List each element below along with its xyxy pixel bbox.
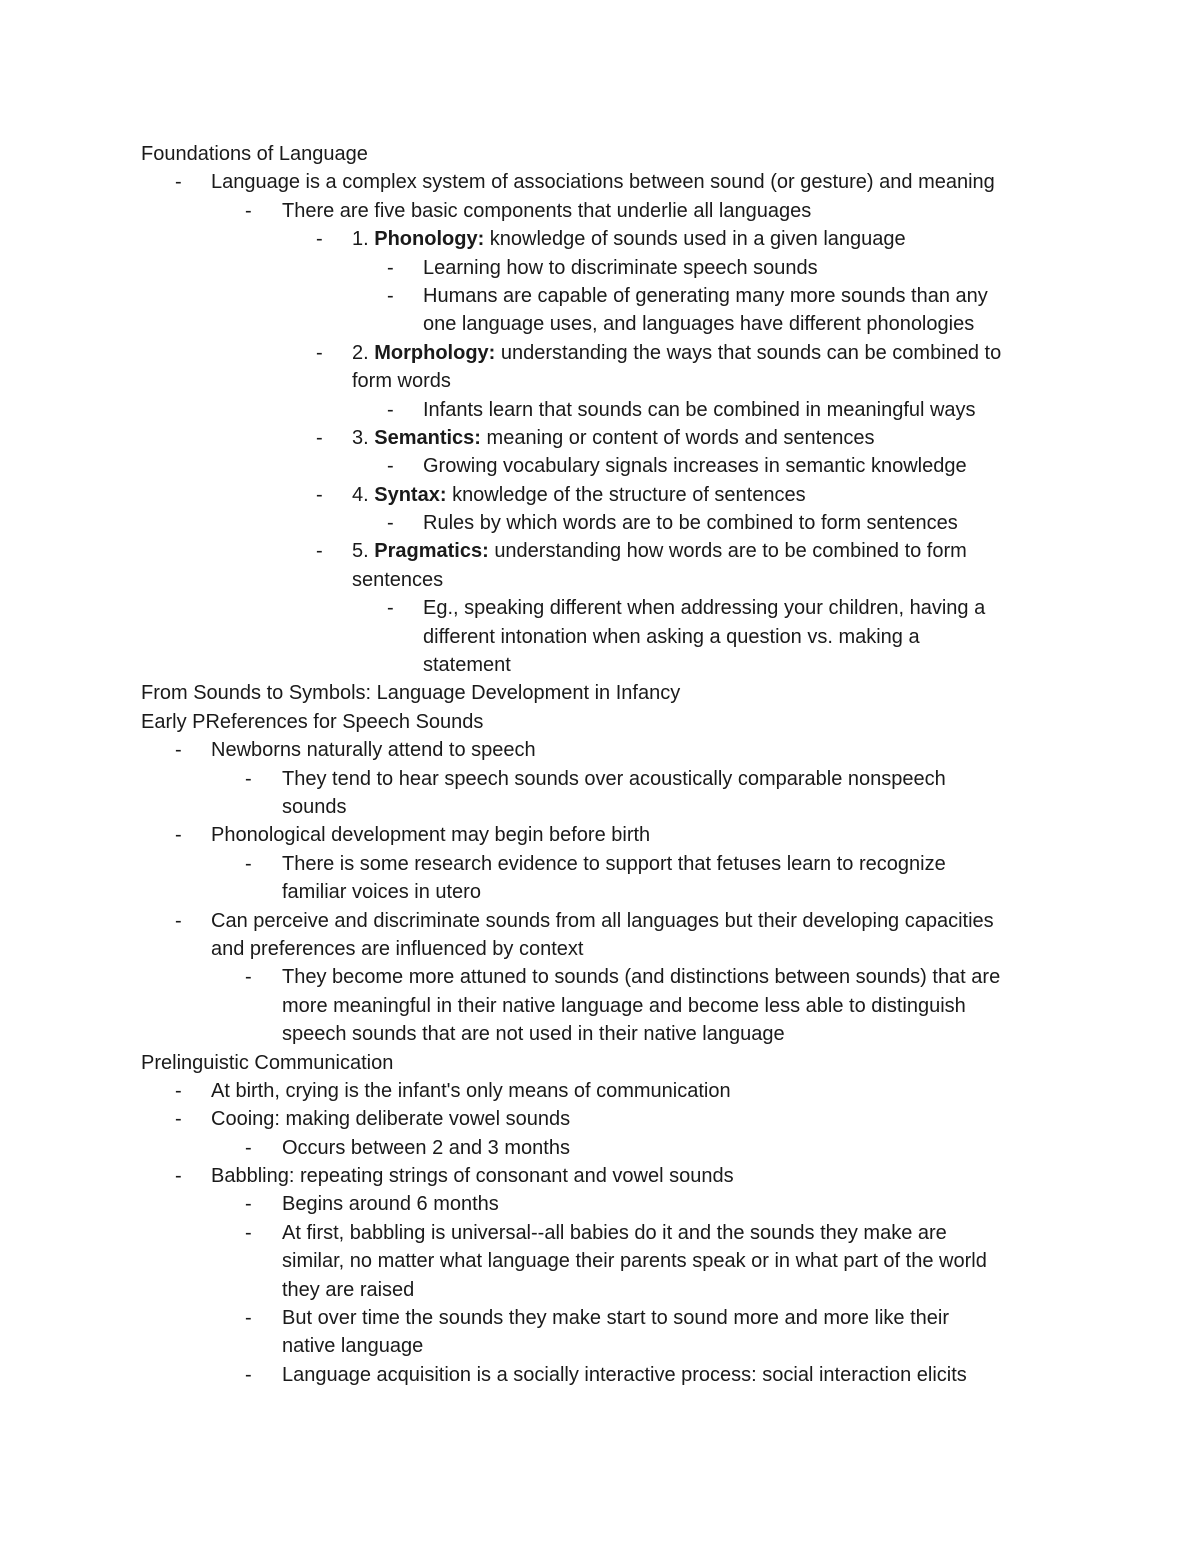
component-definition: understanding the ways that sounds can be combined to xyxy=(500,341,1002,364)
bullet-dash: - xyxy=(316,228,323,251)
list-item-text: similar, no matter what language their parents speak or in what part of the world xyxy=(282,1250,987,1273)
bullet-dash: - xyxy=(245,1221,252,1244)
list-item-text: and preferences are influenced by context xyxy=(211,937,584,960)
bullet-dash: - xyxy=(245,1363,252,1386)
component-definition: knowledge of the structure of sentences xyxy=(452,483,806,506)
list-item xyxy=(0,765,1200,793)
component-term: Morphology: xyxy=(374,341,496,364)
list-item-text: Babbling: repeating strings of consonant and vowel sounds xyxy=(211,1165,734,1188)
list-item xyxy=(0,197,1200,225)
list-item-text: they are raised xyxy=(282,1278,415,1301)
list-item-component-semantics xyxy=(0,424,1200,452)
bullet-dash: - xyxy=(245,852,252,875)
list-item xyxy=(0,1190,1200,1218)
list-item xyxy=(0,594,1200,622)
list-item xyxy=(0,736,1200,764)
list-item-text: Infants learn that sounds can be combined in meaningful ways xyxy=(423,398,976,421)
bullet-dash: - xyxy=(387,455,394,478)
list-item-continuation xyxy=(0,793,1200,821)
list-item xyxy=(0,907,1200,935)
list-item-text: Eg., speaking different when addressing your children, having a xyxy=(423,597,986,620)
list-item-text xyxy=(352,481,806,509)
list-item-component-morphology xyxy=(0,339,1200,367)
component-term: Phonology: xyxy=(374,228,485,251)
component-number: 4. xyxy=(352,483,369,506)
list-item-continuation xyxy=(0,878,1200,906)
bullet-dash: - xyxy=(316,483,323,506)
component-number: 5. xyxy=(352,540,369,563)
list-item-text: sounds xyxy=(282,795,347,818)
list-item-text: more meaningful in their native language and become less able to distinguish xyxy=(282,994,966,1017)
component-term: Syntax: xyxy=(374,483,447,506)
list-item-component-phonology xyxy=(0,225,1200,253)
bullet-dash: - xyxy=(387,597,394,620)
list-item-text: Cooing: making deliberate vowel sounds xyxy=(211,1108,571,1131)
list-item-continuation xyxy=(0,310,1200,338)
list-item-text: Learning how to discriminate speech sounds xyxy=(423,256,818,279)
list-item xyxy=(0,821,1200,849)
bullet-dash: - xyxy=(245,966,252,989)
list-item-text xyxy=(352,339,1001,367)
list-item-text: There is some research evidence to support that fetuses learn to recognize xyxy=(282,852,946,875)
bullet-dash: - xyxy=(316,540,323,563)
list-item-component-syntax xyxy=(0,481,1200,509)
list-item xyxy=(0,1219,1200,1247)
component-definition: understanding how words are to be combined to form xyxy=(494,540,967,563)
list-item-text: Newborns naturally attend to speech xyxy=(211,739,536,762)
list-item-text: There are five basic components that underlie all languages xyxy=(282,199,812,222)
section-heading-foundations: Foundations of Language xyxy=(141,143,368,165)
list-item xyxy=(0,509,1200,537)
list-item-continuation xyxy=(0,1020,1200,1048)
component-number: 1. xyxy=(352,228,369,251)
bullet-dash: - xyxy=(387,398,394,421)
list-item-text xyxy=(352,424,875,452)
list-item-text: Can perceive and discriminate sounds from all languages but their developing capacities xyxy=(211,909,994,932)
list-item-text: form words xyxy=(352,370,451,393)
list-item xyxy=(0,396,1200,424)
list-item-text: statement xyxy=(423,654,511,677)
section-heading-prelinguistic: Prelinguistic Communication xyxy=(141,1051,394,1074)
bullet-dash: - xyxy=(175,1165,182,1188)
list-item-text: Phonological development may begin before birth xyxy=(211,824,651,847)
section-heading-sounds-to-symbols: From Sounds to Symbols: Language Development in Infancy xyxy=(141,682,681,705)
bullet-dash: - xyxy=(316,341,323,364)
list-item-text: They tend to hear speech sounds over acoustically comparable nonspeech xyxy=(282,767,946,790)
section-heading-early-preferences: Early PReferences for Speech Sounds xyxy=(141,710,484,733)
list-item-text: Language acquisition is a socially interactive process: social interaction elicits xyxy=(282,1363,967,1386)
list-item xyxy=(0,1105,1200,1133)
list-item xyxy=(0,963,1200,991)
bullet-dash: - xyxy=(245,1136,252,1159)
list-item-continuation xyxy=(0,1332,1200,1360)
list-item-text: speech sounds that are not used in their native language xyxy=(282,1023,785,1046)
component-term: Pragmatics: xyxy=(374,540,489,563)
list-item-continuation xyxy=(0,651,1200,679)
component-number: 2. xyxy=(352,341,369,364)
list-item xyxy=(0,1077,1200,1105)
list-item-continuation xyxy=(0,1276,1200,1304)
bullet-dash: - xyxy=(245,767,252,790)
document-page xyxy=(0,140,1200,1389)
bullet-dash: - xyxy=(175,1079,182,1102)
component-term: Semantics: xyxy=(374,426,481,449)
list-item xyxy=(0,1134,1200,1162)
list-item-text: At birth, crying is the infant's only means of communication xyxy=(211,1079,731,1102)
list-item-text: sentences xyxy=(352,568,444,591)
list-item-text: Humans are capable of generating many more sounds than any xyxy=(423,284,988,307)
bullet-dash: - xyxy=(175,1108,182,1131)
list-item xyxy=(0,452,1200,480)
list-item xyxy=(0,254,1200,282)
component-definition: meaning or content of words and sentences xyxy=(486,426,875,449)
list-item xyxy=(0,850,1200,878)
list-item-continuation xyxy=(0,1247,1200,1275)
list-item-continuation xyxy=(0,935,1200,963)
list-item-text: one language uses, and languages have different phonologies xyxy=(423,313,975,336)
list-item-text: At first, babbling is universal--all babies do it and the sounds they make are xyxy=(282,1221,947,1244)
list-item-text xyxy=(352,225,906,253)
bullet-dash: - xyxy=(175,171,182,194)
list-item-text: Growing vocabulary signals increases in semantic knowledge xyxy=(423,455,967,478)
bullet-dash: - xyxy=(387,284,394,307)
list-item xyxy=(0,282,1200,310)
bullet-dash: - xyxy=(175,739,182,762)
list-item-component-pragmatics xyxy=(0,537,1200,565)
list-item-text xyxy=(352,537,967,565)
list-item-continuation xyxy=(0,623,1200,651)
list-item xyxy=(0,168,1200,196)
list-item-text: They become more attuned to sounds (and distinctions between sounds) that are xyxy=(282,966,1001,989)
bullet-dash: - xyxy=(387,512,394,535)
list-item-continuation xyxy=(0,566,1200,594)
bullet-dash: - xyxy=(245,199,252,222)
list-item xyxy=(0,1304,1200,1332)
list-item-text: Occurs between 2 and 3 months xyxy=(282,1136,570,1159)
list-item-text: native language xyxy=(282,1335,424,1358)
list-item xyxy=(0,1361,1200,1389)
bullet-dash: - xyxy=(175,824,182,847)
list-item-text: But over time the sounds they make start to sound more and more like their xyxy=(282,1307,949,1330)
bullet-dash: - xyxy=(245,1307,252,1330)
bullet-dash: - xyxy=(387,256,394,279)
bullet-dash: - xyxy=(245,1193,252,1216)
list-item-text: different intonation when asking a question vs. making a xyxy=(423,625,920,648)
bullet-dash: - xyxy=(175,909,182,932)
list-item-continuation xyxy=(0,367,1200,395)
component-definition: knowledge of sounds used in a given language xyxy=(489,228,906,251)
list-item-continuation xyxy=(0,992,1200,1020)
list-item-text: Rules by which words are to be combined to form sentences xyxy=(423,512,958,535)
component-number: 3. xyxy=(352,426,369,449)
list-item-text: familiar voices in utero xyxy=(282,881,481,904)
bullet-dash: - xyxy=(316,426,323,449)
list-item xyxy=(0,1162,1200,1190)
list-item-text: Language is a complex system of associations between sound (or gesture) and meaning xyxy=(211,171,995,194)
list-item-text: Begins around 6 months xyxy=(282,1193,499,1216)
